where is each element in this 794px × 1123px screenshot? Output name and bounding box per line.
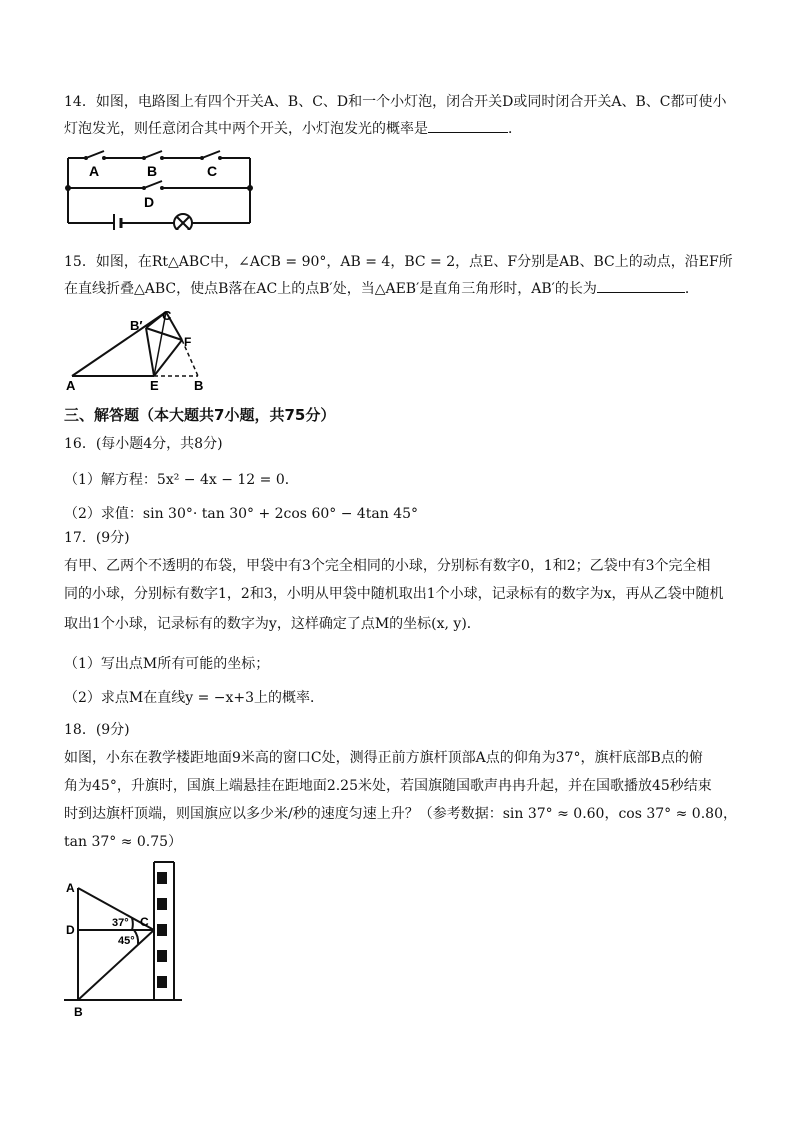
q18-label-c: C: [140, 915, 149, 929]
q14-label-d: D: [144, 194, 155, 210]
q15-label-b-prime: B′: [130, 318, 143, 333]
q15-label-a: A: [66, 378, 76, 392]
q15-line1: 15．如图，在Rt△ABC中，∠ACB = 90°，AB = 4，BC = 2，点E、F分别是AB、BC上的动点，沿EF所: [64, 254, 733, 270]
q17-line1: 有甲、乙两个不透明的布袋，甲袋中有3个完全相同的小球，分别标有数字0，1和2；乙袋中有3个完全相: [64, 558, 711, 574]
q15-label-b: B: [194, 378, 204, 392]
q15-triangle-figure: [62, 306, 222, 392]
q18-angle-45: 45°: [118, 935, 135, 947]
q17-line2: 同的小球，分别标有数字1，2和3，小明从甲袋中随机取出1个小球，记录标有的数字为x，再从乙袋中随机: [64, 586, 724, 602]
q16-part1: （1）解方程：5x² − 4x − 12 = 0．: [64, 472, 299, 488]
q16-part2: （2）求值：sin 30°· tan 30° + 2cos 60° − 4tan 45°: [64, 506, 419, 522]
q17-header: 17．(9分): [64, 530, 130, 546]
q15-line2-text: 在直线折叠△ABC，使点B落在AC上的点B′处，当△AEB′是直角三角形时，AB′的长为: [64, 281, 597, 297]
q14-label-c: C: [207, 163, 218, 179]
q14-circuit-figure: [62, 150, 262, 230]
q18-flagpole-figure: [62, 858, 202, 1020]
q14-line2-end: ．: [508, 121, 522, 137]
q18-label-d: D: [66, 923, 75, 937]
q15-label-e: E: [150, 378, 159, 392]
q18-label-b: B: [74, 1005, 83, 1019]
q18-label-a: A: [66, 881, 75, 895]
q14-label-a: A: [89, 163, 100, 179]
q18-line4: tan 37° ≈ 0.75）: [64, 834, 183, 850]
q15-answer-blank[interactable]: [597, 278, 685, 293]
q17-part2: （2）求点M在直线y = −x+3上的概率．: [64, 690, 325, 706]
q15-label-f: F: [184, 335, 192, 349]
q18-line2: 角为45°，升旗时，国旗上端悬挂在距地面2.25米处，若国旗随国歌声冉冉升起，并在国歌播放45秒结束: [64, 778, 712, 794]
q16-header: 16．(每小题4分，共8分): [64, 436, 223, 452]
q14-answer-blank[interactable]: [428, 118, 508, 133]
section-title: 三、解答题（本大题共7小题，共75分）: [64, 406, 336, 424]
q18-line1: 如图，小东在教学楼距地面9米高的窗口C处，测得正前方旗杆顶部A点的仰角为37°，旗杆底部B点的俯: [64, 750, 703, 766]
q14-label-b: B: [147, 163, 158, 179]
q17-part1: （1）写出点M所有可能的坐标；: [64, 656, 270, 672]
q15-line2-end: ．: [684, 281, 699, 297]
q15-label-c: C: [162, 308, 172, 323]
q15-line2: [64, 278, 734, 299]
q18-angle-37: 37°: [112, 917, 129, 929]
q18-header: 18．(9分): [64, 722, 130, 738]
q17-line3: 取出1个小球，记录标有的数字为y，这样确定了点M的坐标(x, y)．: [64, 616, 481, 632]
q14-line1: 14．如图，电路图上有四个开关A、B、C、D和一个小灯泡，闭合开关D或同时闭合开关A、B、C都可使小: [64, 94, 727, 110]
q14-line2: [64, 118, 734, 139]
q18-line3: 时到达旗杆顶端，则国旗应以多少米/秒的速度匀速上升？（参考数据：sin 37° ≈ 0.60，cos 37° ≈ 0.80，: [64, 806, 737, 822]
q14-line2-text: 灯泡发光，则任意闭合其中两个开关，小灯泡发光的概率是: [64, 121, 428, 137]
